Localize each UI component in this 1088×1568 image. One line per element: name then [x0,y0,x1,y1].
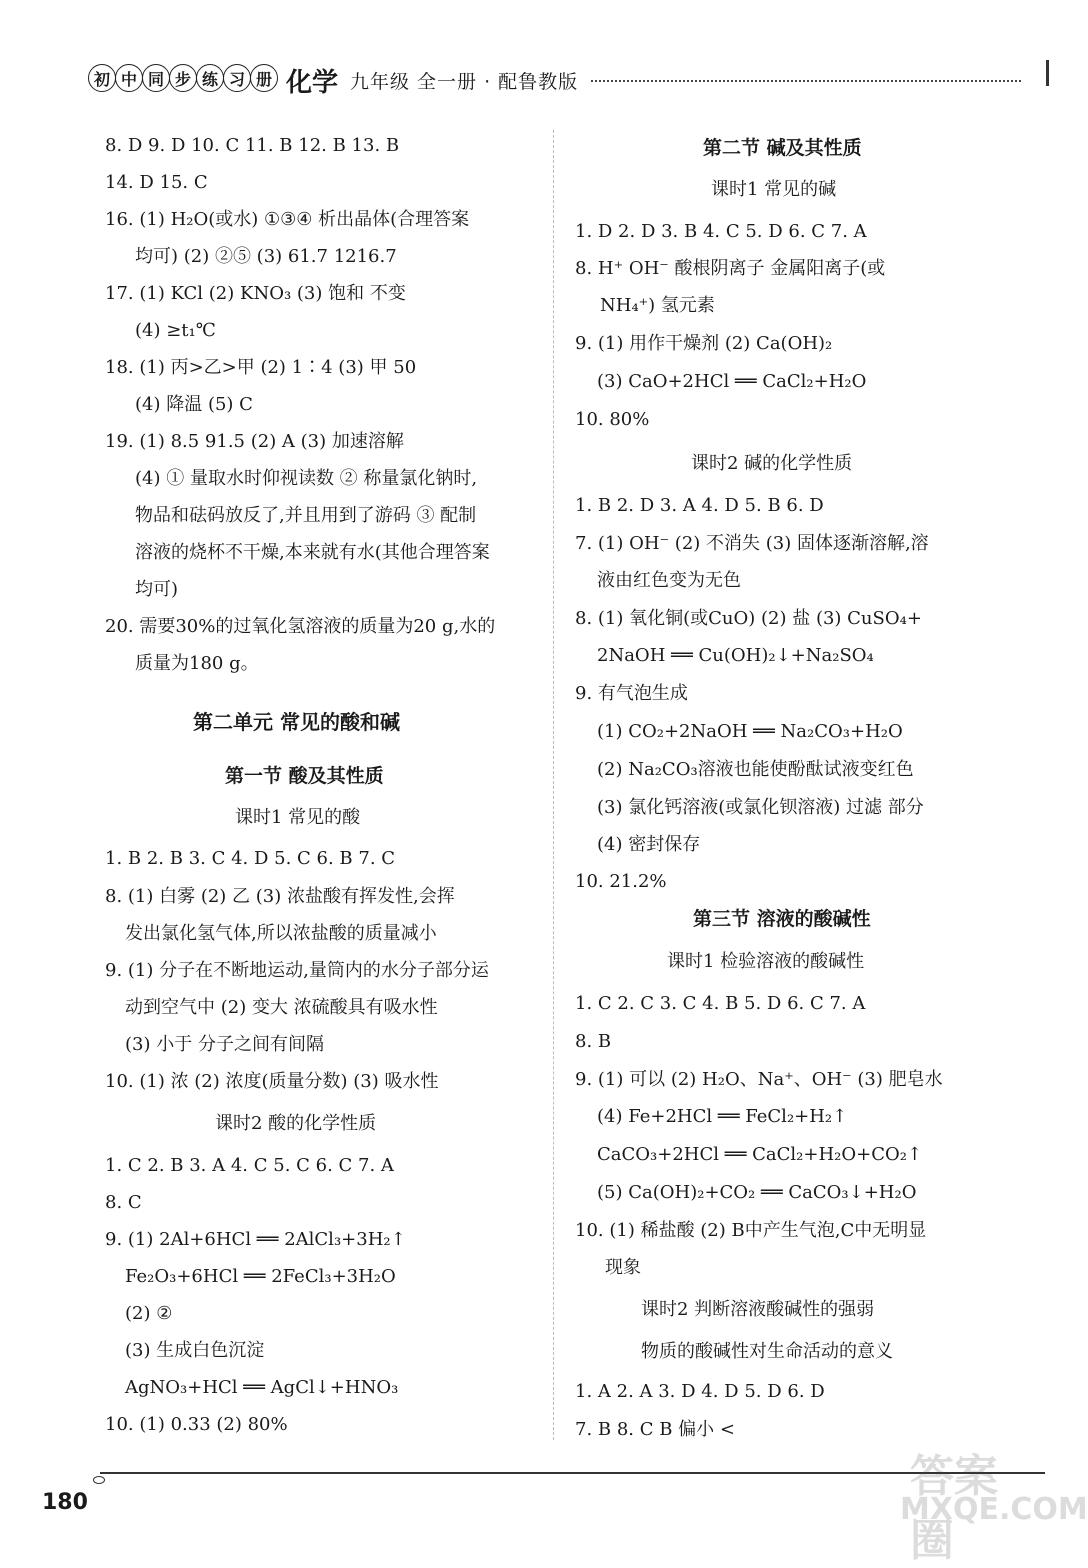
answer-line: 10. (1) 稀盐酸 (2) B中产生气泡,C中无明显 [575,1220,927,1241]
page-number: 180 [42,1490,88,1515]
answer-line: 1. C 2. C 3. C 4. B 5. D 6. C 7. A [575,993,866,1014]
answer-line: (3) CaO+2HCl ══ CaCl₂+H₂O [597,371,867,392]
answer-line: (2) ② [125,1303,173,1324]
lesson-heading: 课时2 判断溶液酸碱性的强弱 [641,1299,875,1320]
series-char: 册 [250,64,278,92]
answer-line: 9. (1) 可以 (2) H₂O、Na⁺、OH⁻ (3) 肥皂水 [575,1069,943,1090]
answer-line: 8. D 9. D 10. C 11. B 12. B 13. B [105,135,400,156]
answer-line: 9. (1) 2Al+6HCl ══ 2AlCl₃+3H₂↑ [105,1229,406,1250]
header-dotted-rule [591,80,1021,82]
series-title [88,64,277,92]
answer-line: 发出氯化氢气体,所以浓盐酸的质量减小 [125,923,437,944]
answer-line: 9. (1) 用作干燥剂 (2) Ca(OH)₂ [575,333,833,354]
answer-line: AgNO₃+HCl ══ AgCl↓+HNO₃ [125,1377,399,1398]
watermark-text: 答案圈 [910,1451,998,1566]
lesson-heading: 课时1 常见的碱 [711,179,837,200]
answer-line: CaCO₃+2HCl ══ CaCl₂+H₂O+CO₂↑ [597,1144,923,1165]
series-char: 初 [88,64,116,92]
answer-line: (1) CO₂+2NaOH ══ Na₂CO₃+H₂O [597,721,903,742]
lesson-heading: 物质的酸碱性对生命活动的意义 [641,1341,893,1362]
answer-line: (4) ≥t₁℃ [135,320,216,341]
series-char: 练 [196,64,224,92]
answer-line: 均可) (2) ②⑤ (3) 61.7 1216.7 [135,246,397,267]
lesson-heading: 课时1 检验溶液的酸碱性 [667,951,865,972]
answer-line: (4) 降温 (5) C [135,394,253,415]
answer-line: 现象 [605,1257,641,1278]
lesson-heading: 课时2 酸的化学性质 [215,1113,377,1134]
answer-line: 1. B 2. B 3. C 4. D 5. C 6. B 7. C [105,848,396,869]
answer-line: 10. (1) 0.33 (2) 80% [105,1414,288,1435]
answer-line: 10. (1) 浓 (2) 浓度(质量分数) (3) 吸水性 [105,1071,439,1092]
answer-line: (3) 生成白色沉淀 [125,1340,265,1361]
answer-line: 1. A 2. A 3. D 4. D 5. D 6. D [575,1381,825,1402]
answer-line: 动到空气中 (2) 变大 浓硫酸具有吸水性 [125,997,438,1018]
answer-line: 19. (1) 8.5 91.5 (2) A (3) 加速溶解 [105,431,404,452]
answer-line: 10. 21.2% [575,871,667,892]
section-heading: 第三节 溶液的酸碱性 [693,908,871,930]
watermark-url: MXQE.COM [900,1492,1088,1527]
watermark-logo [900,1440,1088,1566]
answer-line: (3) 氯化钙溶液(或氯化钡溶液) 过滤 部分 [597,797,924,818]
unit-heading: 第二单元 常见的酸和碱 [193,710,400,734]
answer-line: 物品和砝码放反了,并且用到了游码 ③ 配制 [135,505,477,526]
header-end-bar [1046,60,1049,86]
answer-line: 8. (1) 白雾 (2) 乙 (3) 浓盐酸有挥发性,会挥 [105,886,455,907]
lesson-heading: 课时1 常见的酸 [235,807,361,828]
answer-line: (5) Ca(OH)₂+CO₂ ══ CaCO₃↓+H₂O [597,1182,917,1203]
answer-line: 8. H⁺ OH⁻ 酸根阴离子 金属阳离子(或 [575,258,886,279]
answer-line: 7. (1) OH⁻ (2) 不消失 (3) 固体逐渐溶解,溶 [575,533,929,554]
answer-line: 溶液的烧杯不干燥,本来就有水(其他合理答案 [135,542,490,563]
answer-line: 20. 需要30%的过氧化氢溶液的质量为20 g,水的 [105,616,496,637]
answer-line: 10. 80% [575,409,650,430]
answer-line: (2) Na₂CO₃溶液也能使酚酞试液变红色 [597,759,914,780]
answer-line: 1. D 2. D 3. B 4. C 5. D 6. C 7. A [575,221,867,242]
series-char: 步 [169,64,197,92]
grade-info: 九年级 全一册 · 配鲁教版 [350,71,579,93]
subject-title: 化学 [286,68,339,98]
answer-line: (4) ① 量取水时仰视读数 ② 称量氯化钠时, [135,468,478,489]
section-heading: 第一节 酸及其性质 [225,765,384,787]
answer-line: 8. B [575,1031,612,1052]
answer-line: 液由红色变为无色 [597,570,741,591]
answer-line: 14. D 15. C [105,172,208,193]
series-char: 习 [223,64,251,92]
answer-line: 1. C 2. B 3. A 4. C 5. C 6. C 7. A [105,1155,394,1176]
page-header [88,62,1050,98]
answer-line: 9. 有气泡生成 [575,683,688,704]
answer-line: 8. C [105,1192,142,1213]
answer-line: 18. (1) 丙>乙>甲 (2) 1∶4 (3) 甲 50 [105,357,417,378]
answer-line: 1. B 2. D 3. A 4. D 5. B 6. D [575,495,824,516]
answer-line: 2NaOH ══ Cu(OH)₂↓+Na₂SO₄ [597,645,874,666]
answer-line: 均可) [135,579,179,600]
answer-line: (3) 小于 分子之间有间隔 [125,1034,324,1055]
column-divider [553,130,554,1440]
section-heading: 第二节 碱及其性质 [703,137,862,159]
answer-line: 质量为180 g。 [135,653,259,674]
answer-line: Fe₂O₃+6HCl ══ 2FeCl₃+3H₂O [125,1266,396,1287]
lesson-heading: 课时2 碱的化学性质 [691,453,853,474]
series-char: 同 [142,64,170,92]
answer-line: 9. (1) 分子在不断地运动,量筒内的水分子部分运 [105,960,489,981]
answer-line: 17. (1) KCl (2) KNO₃ (3) 饱和 不变 [105,283,406,304]
answer-line: 16. (1) H₂O(或水) ①③④ 析出晶体(合理答案 [105,209,470,230]
answer-line: (4) Fe+2HCl ══ FeCl₂+H₂↑ [597,1106,848,1127]
answer-line: 7. B 8. C B 偏小 < [575,1419,735,1440]
answer-line: 8. (1) 氧化铜(或CuO) (2) 盐 (3) CuSO₄+ [575,608,922,629]
footer-ornament [93,1476,105,1484]
answer-line: NH₄⁺) 氢元素 [600,295,715,316]
answer-line: (4) 密封保存 [597,834,701,855]
series-char: 中 [115,64,143,92]
